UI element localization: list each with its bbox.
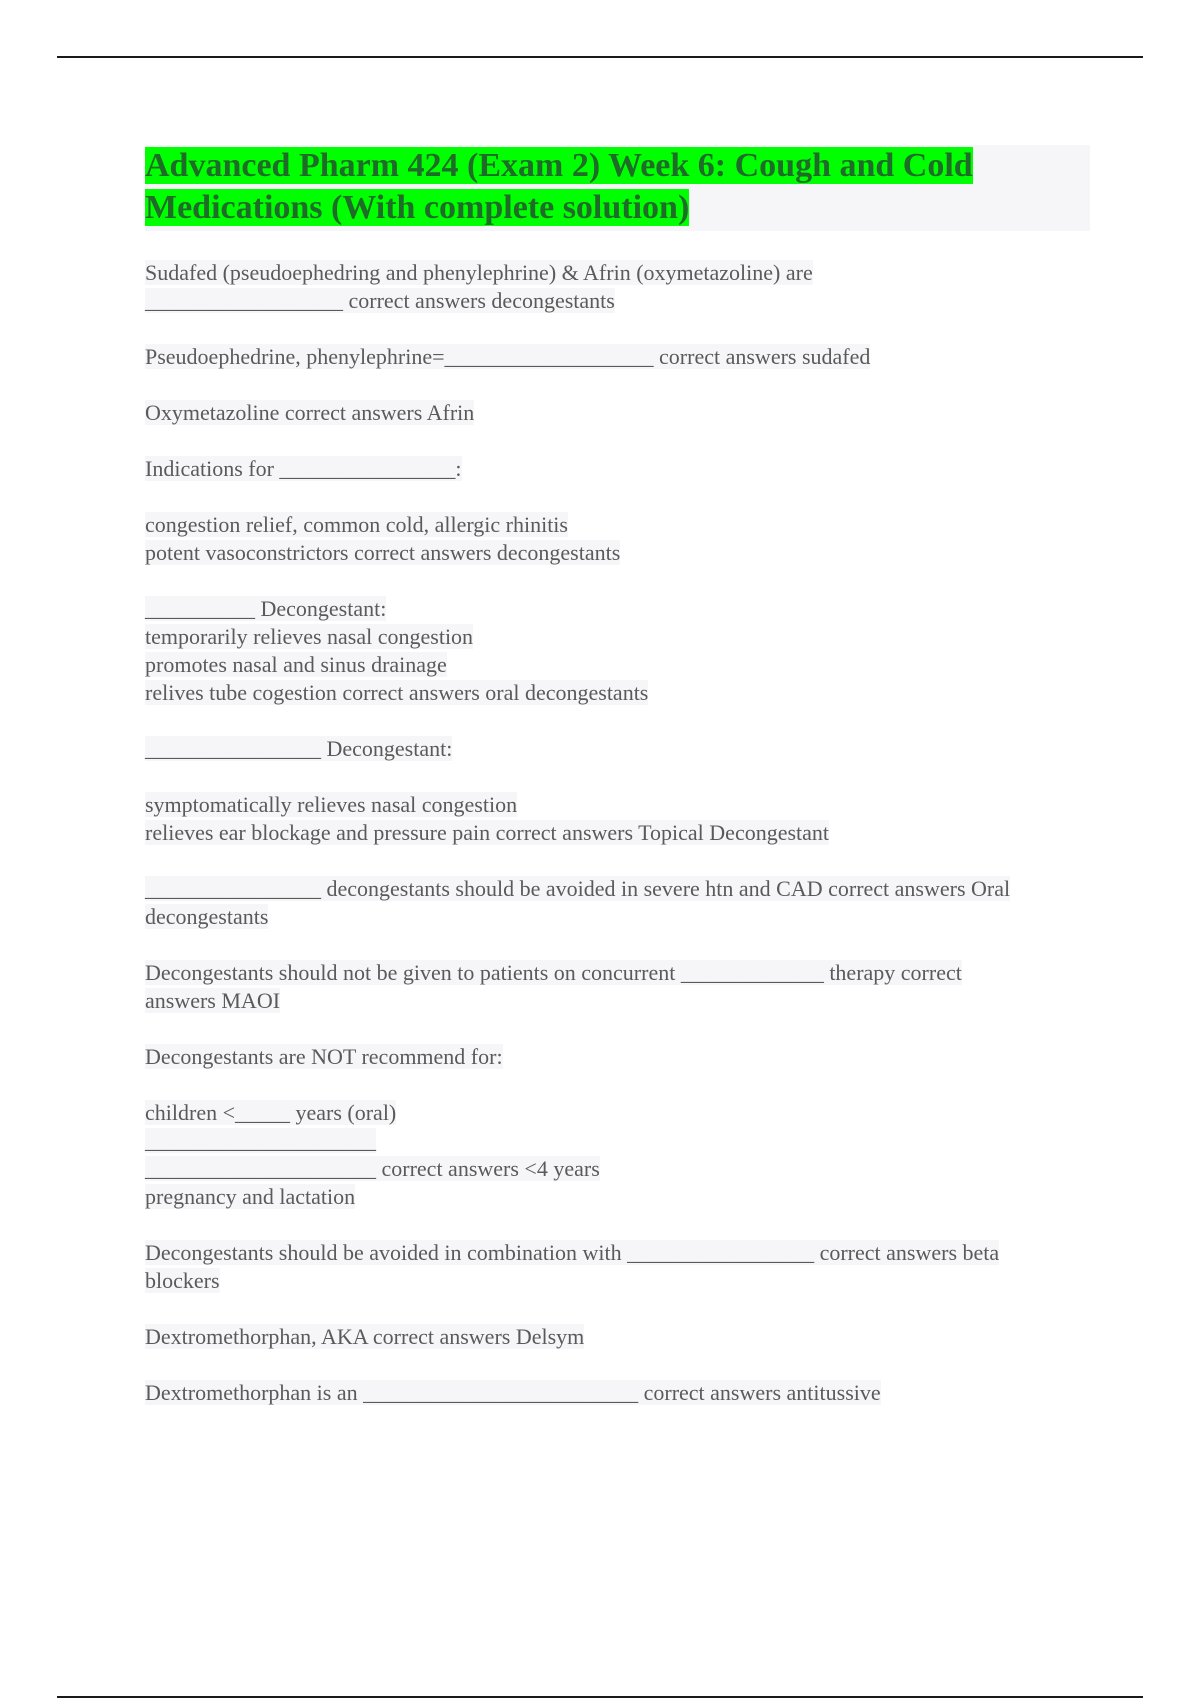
entry-text: Dextromethorphan is an _________________________ correct answers antitussive	[145, 1380, 881, 1405]
entry-text: children <_____ years (oral)	[145, 1100, 397, 1125]
flashcard-entry	[145, 1323, 1090, 1351]
flashcard-entry	[145, 959, 1090, 1015]
entry-text: ________________ decongestants should be avoided in severe htn and CAD correct answers Oral	[145, 876, 1011, 901]
entry-text: ________________ Decongestant:	[145, 736, 453, 761]
entry-text: Indications for ________________:	[145, 456, 462, 481]
flashcard-entry	[145, 1379, 1090, 1407]
entry-text: Oxymetazoline correct answers Afrin	[145, 400, 475, 425]
flashcard-entry	[145, 875, 1090, 931]
flashcard-entry	[145, 399, 1090, 427]
flashcard-entry	[145, 791, 1090, 847]
footer-rule	[57, 1696, 1143, 1698]
document-body	[145, 145, 1090, 1435]
entry-text: _____________________	[145, 1128, 376, 1153]
flashcard-entry	[145, 455, 1090, 483]
entry-text: decongestants	[145, 904, 269, 929]
entry-text: temporarily relieves nasal congestion	[145, 624, 474, 649]
entry-text: Decongestants should not be given to patients on concurrent _____________ therapy correct	[145, 960, 962, 985]
header-rule	[57, 56, 1143, 58]
entry-text: congestion relief, common cold, allergic rhinitis	[145, 512, 568, 537]
entry-text: promotes nasal and sinus drainage	[145, 652, 447, 677]
entry-text: symptomatically relieves nasal congestion	[145, 792, 518, 817]
flashcard-entry	[145, 1099, 1090, 1211]
entry-text: blockers	[145, 1268, 220, 1293]
entry-text: __________ Decongestant:	[145, 596, 387, 621]
flashcard-entry	[145, 511, 1090, 567]
entry-text: _____________________ correct answers <4 years	[145, 1156, 600, 1181]
entry-text: relives tube cogestion correct answers oral decongestants	[145, 680, 649, 705]
entry-text: Sudafed (pseudoephedring and phenylephrine) & Afrin (oxymetazoline) are	[145, 260, 813, 285]
entry-text: Decongestants should be avoided in combination with _________________ correct answers beta	[145, 1240, 1000, 1265]
document-title	[145, 145, 1090, 231]
title-line-2: Medications (With complete solution)	[145, 189, 690, 226]
entry-text: __________________ correct answers decongestants	[145, 288, 615, 313]
flashcard-entry	[145, 1043, 1090, 1071]
entry-text: pregnancy and lactation	[145, 1184, 356, 1209]
entry-text: Decongestants are NOT recommend for:	[145, 1044, 503, 1069]
page-title	[145, 145, 1090, 229]
flashcard-entry	[145, 259, 1090, 315]
entry-text: Pseudoephedrine, phenylephrine=___________________ correct answers sudafed	[145, 344, 871, 369]
flashcard-entry	[145, 735, 1090, 763]
flashcard-entry	[145, 1239, 1090, 1295]
entry-text: answers MAOI	[145, 988, 281, 1013]
entry-text: relieves ear blockage and pressure pain correct answers Topical Decongestant	[145, 820, 830, 845]
flashcard-entry	[145, 595, 1090, 707]
entry-text: potent vasoconstrictors correct answers decongestants	[145, 540, 621, 565]
title-line-1: Advanced Pharm 424 (Exam 2) Week 6: Cough and Cold	[145, 147, 973, 184]
entry-text: Dextromethorphan, AKA correct answers Delsym	[145, 1324, 585, 1349]
flashcard-entry	[145, 343, 1090, 371]
